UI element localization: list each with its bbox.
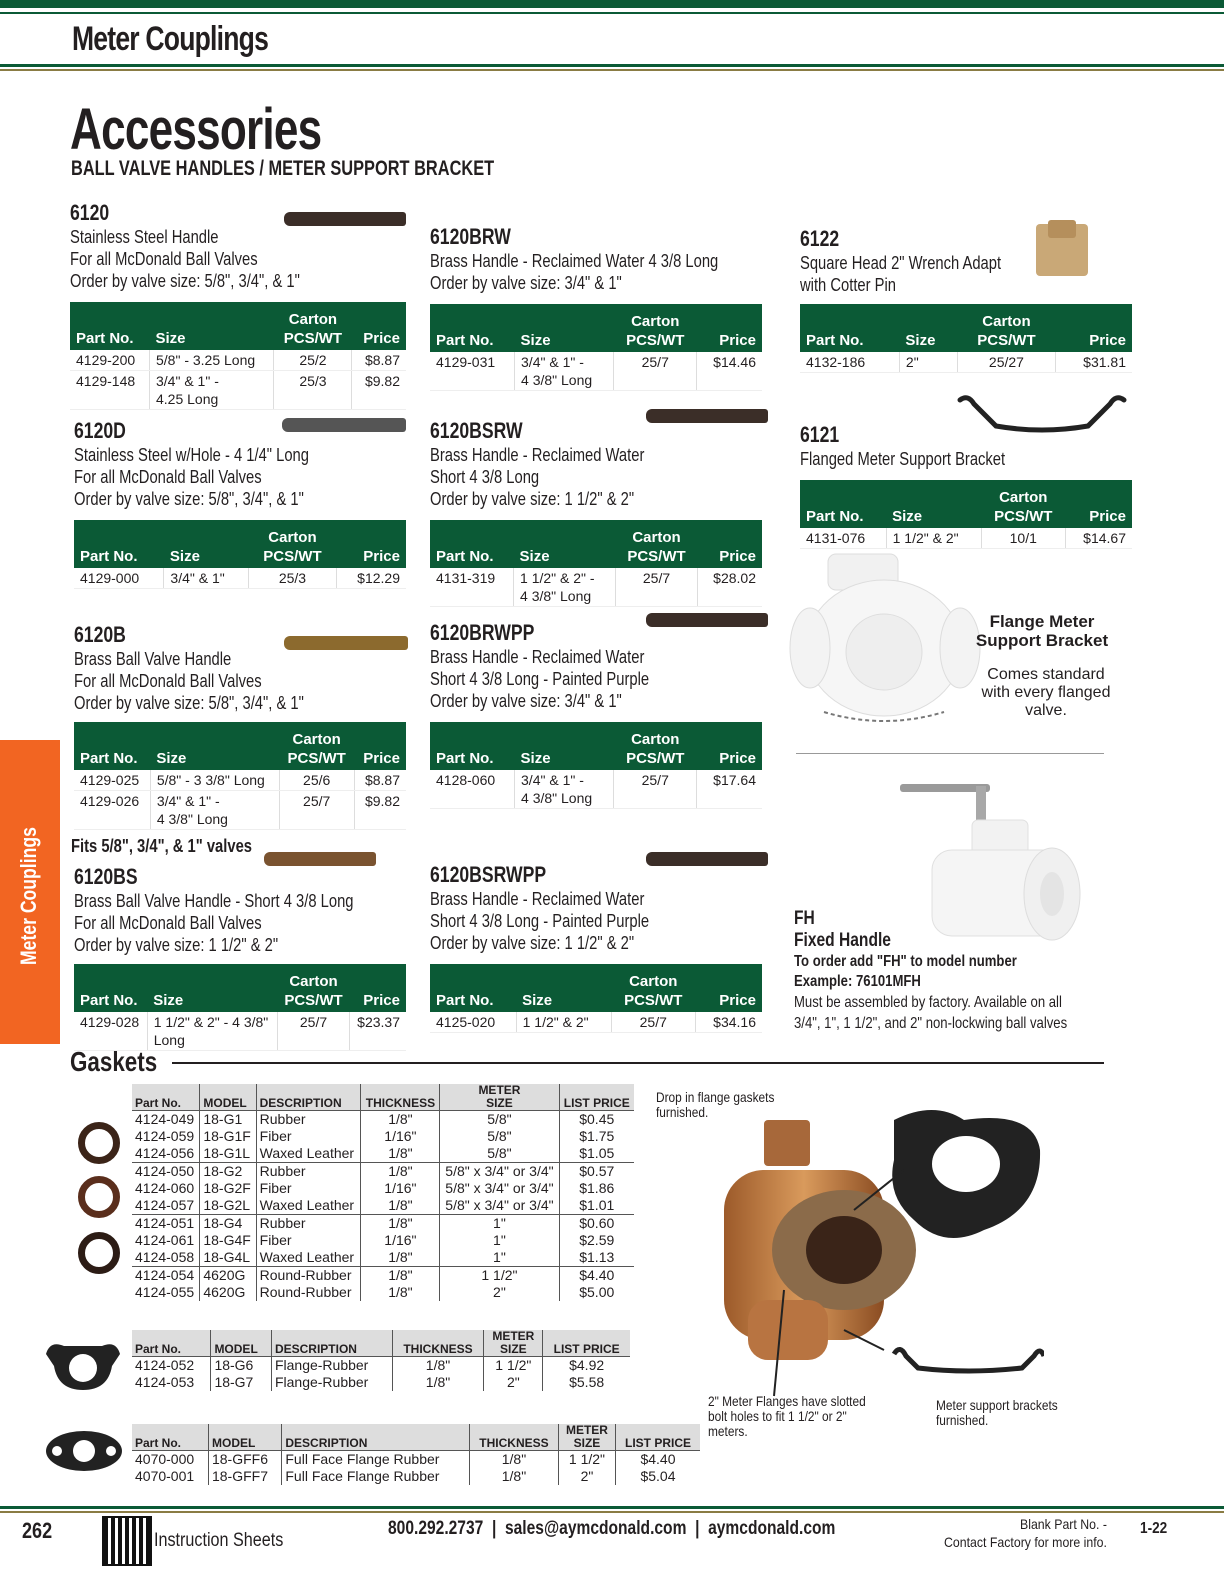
handle-image — [264, 852, 376, 866]
col-size: Size — [905, 332, 936, 349]
reference-code: 1-22 — [1140, 1520, 1168, 1537]
handle-image — [646, 409, 768, 423]
product-6120BS — [74, 864, 406, 1051]
table-row: 4129-031 3/4" & 1" - 4 3/8" Long 25/7 $14.46 — [430, 352, 762, 391]
price-table — [74, 722, 406, 830]
col-size: Size — [153, 992, 184, 1009]
table-row: 4132-186 2" 25/27 $31.81 — [800, 352, 1132, 373]
fiber-gasket-icon — [78, 1176, 120, 1218]
price-table — [800, 304, 1132, 373]
table-row: 4124-049 18-G1 Rubber 1/8" 5/8" $0.45 — [132, 1111, 634, 1129]
flange-gasket-icon — [42, 1336, 124, 1394]
fh-line3: Must be assembled by factory. Available on all — [794, 994, 1062, 1011]
product-6120BSRW — [430, 418, 762, 607]
flange-note-line: Comes standard — [987, 666, 1105, 683]
side-tab-label: Meter Couplings — [16, 827, 41, 965]
product-description: Order by valve size: 1 1/2" & 2" — [430, 933, 635, 953]
table-row: 4124-057 18-G2L Waxed Leather 1/8" 5/8" x 3/4" or 3/4" $1.01 — [132, 1197, 634, 1215]
bracket-furnished-note: Meter support brackets furnished. — [936, 1397, 1058, 1428]
col-price: Price — [363, 750, 400, 767]
col-carton: Carton PCS/WT — [263, 529, 322, 565]
header-rule-gold — [0, 69, 1224, 71]
table-row: 4124-050 18-G2 Rubber 1/8" 5/8" x 3/4" or 3/4" $0.57 — [132, 1163, 634, 1181]
col-size: Size — [520, 750, 551, 767]
col-carton: Carton PCS/WT — [624, 973, 683, 1009]
handle-image — [646, 613, 768, 627]
col-size: Size — [519, 548, 550, 565]
divider — [796, 753, 1104, 754]
gasket-table-full-face: Part No. MODEL DESCRIPTION THICKNESS METER SIZE LIST PRICE 4070-000 18-GFF6 Full Face Flange Rubber 1/8" 1 1/2" $4.40 4070-001 18-GFF7 Full Face Flange Rubber 1/8" 2" $5.04 — [132, 1424, 700, 1485]
table-row: 4124-053 18-G7 Flange-Rubber 1/8" 2" $5.58 — [132, 1374, 630, 1391]
price-table — [74, 964, 406, 1051]
model-number: 6121 — [800, 422, 840, 447]
product-description: Short 4 3/8 Long - Painted Purple — [430, 669, 650, 689]
col-carton: Carton PCS/WT — [977, 313, 1036, 349]
handle-image — [284, 212, 406, 226]
product-description: Brass Ball Valve Handle — [74, 649, 232, 669]
product-description: For all McDonald Ball Valves — [74, 913, 262, 933]
col-part: Part No. — [806, 332, 864, 349]
model-number: 6120BSRWPP — [430, 862, 547, 887]
table-row: 4129-025 5/8" - 3 3/8" Long 25/6 $8.87 — [74, 770, 406, 791]
header-rule — [0, 64, 1224, 67]
table-row: 4124-059 18-G1F Fiber 1/16" 5/8" $1.75 — [132, 1128, 634, 1145]
col-part: Part No. — [80, 548, 138, 565]
table-row: 4124-060 18-G2F Fiber 1/16" 5/8" x 3/4" or 3/4" $1.86 — [132, 1180, 634, 1197]
table-row: 4125-020 1 1/2" & 2" 25/7 $34.16 — [430, 1012, 762, 1033]
instruction-sheets-link[interactable]: Instruction Sheets — [154, 1530, 284, 1551]
col-size: Size — [169, 548, 200, 565]
drop-in-note: Drop in flange gaskets furnished. — [656, 1089, 775, 1120]
product-description: Order by valve size: 5/8", 3/4", & 1" — [70, 271, 300, 291]
page-number: 262 — [22, 1518, 53, 1543]
product-description: Order by valve size: 3/4" & 1" — [430, 273, 622, 293]
model-number: 6120BRWPP — [430, 620, 535, 645]
product-description: Flanged Meter Support Bracket — [800, 449, 1006, 469]
table-row: 4129-026 3/4" & 1" - 4 3/8" Long 25/7 $9.82 — [74, 791, 406, 830]
blank-part-note-1: Blank Part No. - — [1020, 1516, 1107, 1532]
round-gasket-icon — [78, 1232, 120, 1274]
table-row: 4124-051 18-G4 Rubber 1/8" 1" $0.60 — [132, 1215, 634, 1233]
table-row: 4070-001 18-GFF7 Full Face Flange Rubber 1/8" 2" $5.04 — [132, 1468, 700, 1485]
gasket-table-round: Part No. MODEL DESCRIPTION THICKNESS METER SIZE LIST PRICE 4124-049 18-G1 Rubber 1/8" 5/8" $0.45 4124-059 18-G1F Fiber 1/16" 5/8" $1.75 4124-056 18-G1L Waxed Leather 1/8" 5/8" $1.05 4124-050 18-G2 Rubber 1/8" 5/8" x 3/4" or 3/4" $0.57 4124-060 18-G2F Fiber 1/16" 5/8" x 3/4" or 3/4" $1.86 4124-057 18-G2L Waxed Leather 1/8" 5/8" x 3/4" or 3/4" $1.01 4124-051 18-G4 Rubber 1/8" 1" $0.60 4124-061 18-G4F Fiber 1/16" 1" $2.59 4124-058 18-G4L Waxed Leather 1/8" 1" $1.13 4124-054 4620G Round-Rubber 1/8" 1 1/2" $4.40 4124-055 4620G Round-Rubber 1/8" 2" $5.00 — [132, 1084, 634, 1301]
product-description: Brass Handle - Reclaimed Water — [430, 647, 645, 667]
product-description: Short 4 3/8 Long — [430, 467, 540, 487]
product-6120D — [74, 418, 406, 589]
fh-line2: Example: 76101MFH — [794, 973, 921, 990]
col-part: Part No. — [436, 548, 494, 565]
table-row: 4129-028 1 1/2" & 2" - 4 3/8" Long 25/7 $23.37 — [74, 1012, 406, 1051]
page-title: Accessories — [70, 97, 322, 162]
col-price: Price — [363, 548, 400, 565]
col-price: Price — [1089, 332, 1126, 349]
col-part: Part No. — [806, 508, 864, 525]
product-description: Brass Handle - Reclaimed Water — [430, 445, 645, 465]
product-6120BRW — [430, 224, 762, 391]
model-number: 6120BRW — [430, 224, 511, 249]
section-header: Meter Couplings — [72, 20, 269, 58]
col-size: Size — [520, 332, 551, 349]
table-row: 4124-056 18-G1L Waxed Leather 1/8" 5/8" $1.05 — [132, 1145, 634, 1163]
model-number: 6120BSRW — [430, 418, 523, 443]
fh-line4: 3/4", 1", 1 1/2", and 2" non-lockwing ball valves — [794, 1015, 1068, 1032]
col-carton: Carton PCS/WT — [626, 731, 685, 767]
col-carton: Carton PCS/WT — [284, 973, 343, 1009]
price-table — [430, 520, 762, 607]
col-size: Size — [155, 330, 186, 347]
flange-note-line: with every flanged — [981, 684, 1111, 701]
fits-note: Fits 5/8", 3/4", & 1" valves — [71, 836, 253, 856]
handle-image — [284, 636, 408, 650]
product-description: For all McDonald Ball Valves — [70, 249, 258, 269]
col-part: Part No. — [76, 330, 134, 347]
qr-code-icon[interactable] — [104, 1518, 150, 1564]
top-bar — [0, 0, 1224, 8]
col-size: Size — [156, 750, 187, 767]
price-table — [430, 964, 762, 1033]
model-number: 6120B — [74, 622, 126, 647]
product-description: Square Head 2" Wrench Adapt — [800, 253, 1002, 273]
col-part: Part No. — [436, 750, 494, 767]
fh-line1: To order add "FH" to model number — [794, 953, 1017, 970]
col-size: Size — [522, 992, 553, 1009]
table-row: 4128-060 3/4" & 1" - 4 3/8" Long 25/7 $17.64 — [430, 770, 762, 809]
gaskets-title: Gaskets — [70, 1046, 158, 1077]
price-table — [74, 520, 406, 589]
table-row: 4070-000 18-GFF6 Full Face Flange Rubber 1/8" 1 1/2" $4.40 — [132, 1451, 700, 1469]
flange-note-title-1: Flange Meter — [989, 612, 1095, 631]
footer-rule — [0, 1506, 1224, 1509]
wrench-adapter-top — [1048, 220, 1076, 238]
product-description: Order by valve size: 1 1/2" & 2" — [430, 489, 635, 509]
col-part: Part No. — [80, 750, 138, 767]
price-table — [430, 722, 762, 809]
col-carton: Carton PCS/WT — [994, 489, 1053, 525]
product-description: Order by valve size: 5/8", 3/4", & 1" — [74, 489, 304, 509]
col-price: Price — [1089, 508, 1126, 525]
table-row: 4131-319 1 1/2" & 2" - 4 3/8" Long 25/7 $28.02 — [430, 568, 762, 607]
model-number: 6120BS — [74, 864, 138, 889]
gasket-table-flange: Part No. MODEL DESCRIPTION THICKNESS METER SIZE LIST PRICE 4124-052 18-G6 Flange-Rubber 1/8" 1 1/2" $4.92 4124-053 18-G7 Flange-Rubber 1/8" 2" $5.58 — [132, 1330, 630, 1391]
col-carton: Carton PCS/WT — [627, 529, 686, 565]
footer-rule-gold — [0, 1511, 1224, 1513]
product-description: Brass Handle - Reclaimed Water 4 3/8 Long — [430, 251, 719, 271]
table-row: 4124-052 18-G6 Flange-Rubber 1/8" 1 1/2" $4.92 — [132, 1357, 630, 1375]
contact-line[interactable]: 800.292.2737 | sales@aymcdonald.com | aymcdonald.com — [388, 1518, 836, 1539]
model-number: 6120 — [70, 200, 110, 225]
col-price: Price — [363, 330, 400, 347]
col-carton: Carton PCS/WT — [287, 731, 346, 767]
table-row: 4131-076 1 1/2" & 2" 10/1 $14.67 — [800, 528, 1132, 549]
product-description: Short 4 3/8 Long - Painted Purple — [430, 911, 650, 931]
page-subtitle: BALL VALVE HANDLES / METER SUPPORT BRACKET — [71, 157, 495, 180]
model-number: 6122 — [800, 226, 840, 251]
table-row: 4129-000 3/4" & 1" 25/3 $12.29 — [74, 568, 406, 589]
handle-image — [646, 852, 768, 866]
product-description: with Cotter Pin — [800, 275, 896, 295]
table-row: 4124-055 4620G Round-Rubber 1/8" 2" $5.00 — [132, 1284, 634, 1301]
product-6120 — [70, 200, 406, 410]
col-size: Size — [892, 508, 923, 525]
top-bar-thin — [0, 12, 1224, 14]
fh-title: Fixed Handle — [794, 930, 891, 951]
product-6120BSRWPP — [430, 862, 762, 1033]
slotted-holes-note: 2" Meter Flanges have slotted bolt holes to fit 1 1/2" or 2" meters. — [708, 1393, 866, 1439]
col-price: Price — [719, 750, 756, 767]
col-price: Price — [363, 992, 400, 1009]
product-description: For all McDonald Ball Valves — [74, 467, 262, 487]
support-bracket-image — [956, 392, 1128, 434]
product-description: Brass Handle - Reclaimed Water — [430, 889, 645, 909]
col-part: Part No. — [436, 332, 494, 349]
flanged-valve-illustration — [704, 1100, 1044, 1400]
price-table — [800, 480, 1132, 549]
blank-part-note-2: Contact Factory for more info. — [944, 1534, 1107, 1550]
flange-note-title-2: Support Bracket — [975, 631, 1109, 650]
table-row: 4129-148 3/4" & 1" - 4.25 Long 25/3 $9.82 — [70, 371, 406, 410]
flange-bracket-image — [788, 552, 984, 732]
product-6120B — [74, 622, 406, 830]
product-description: Order by valve size: 5/8", 3/4", & 1" — [74, 693, 304, 713]
price-table — [430, 304, 762, 391]
col-price: Price — [719, 332, 756, 349]
round-gasket-icon — [78, 1122, 120, 1164]
gaskets-rule — [172, 1062, 1104, 1064]
model-number: 6120D — [74, 418, 126, 443]
product-description: Order by valve size: 1 1/2" & 2" — [74, 935, 279, 955]
col-part: Part No. — [80, 992, 138, 1009]
table-row: 4124-054 4620G Round-Rubber 1/8" 1 1/2" $4.40 — [132, 1267, 634, 1285]
col-price: Price — [719, 992, 756, 1009]
handle-image — [282, 418, 406, 432]
product-description: Order by valve size: 3/4" & 1" — [430, 691, 622, 711]
table-row: 4124-058 18-G4L Waxed Leather 1/8" 1" $1.13 — [132, 1249, 634, 1267]
table-row: 4124-061 18-G4F Fiber 1/16" 1" $2.59 — [132, 1232, 634, 1249]
col-part: Part No. — [436, 992, 494, 1009]
fh-code: FH — [794, 908, 815, 929]
product-description: For all McDonald Ball Valves — [74, 671, 262, 691]
price-table — [70, 302, 406, 410]
product-description: Stainless Steel w/Hole - 4 1/4" Long — [74, 445, 309, 465]
col-carton: Carton PCS/WT — [283, 311, 343, 347]
col-price: Price — [719, 548, 756, 565]
table-row: 4129-200 5/8" - 3.25 Long 25/2 $8.87 — [70, 350, 406, 371]
product-description: Brass Ball Valve Handle - Short 4 3/8 Long — [74, 891, 354, 911]
product-6120BRWPP — [430, 620, 762, 809]
flange-note-line: valve. — [1025, 702, 1067, 719]
product-description: Stainless Steel Handle — [70, 227, 219, 247]
col-carton: Carton PCS/WT — [626, 313, 685, 349]
full-face-gasket-icon — [44, 1428, 124, 1474]
product-6121 — [800, 422, 1132, 549]
